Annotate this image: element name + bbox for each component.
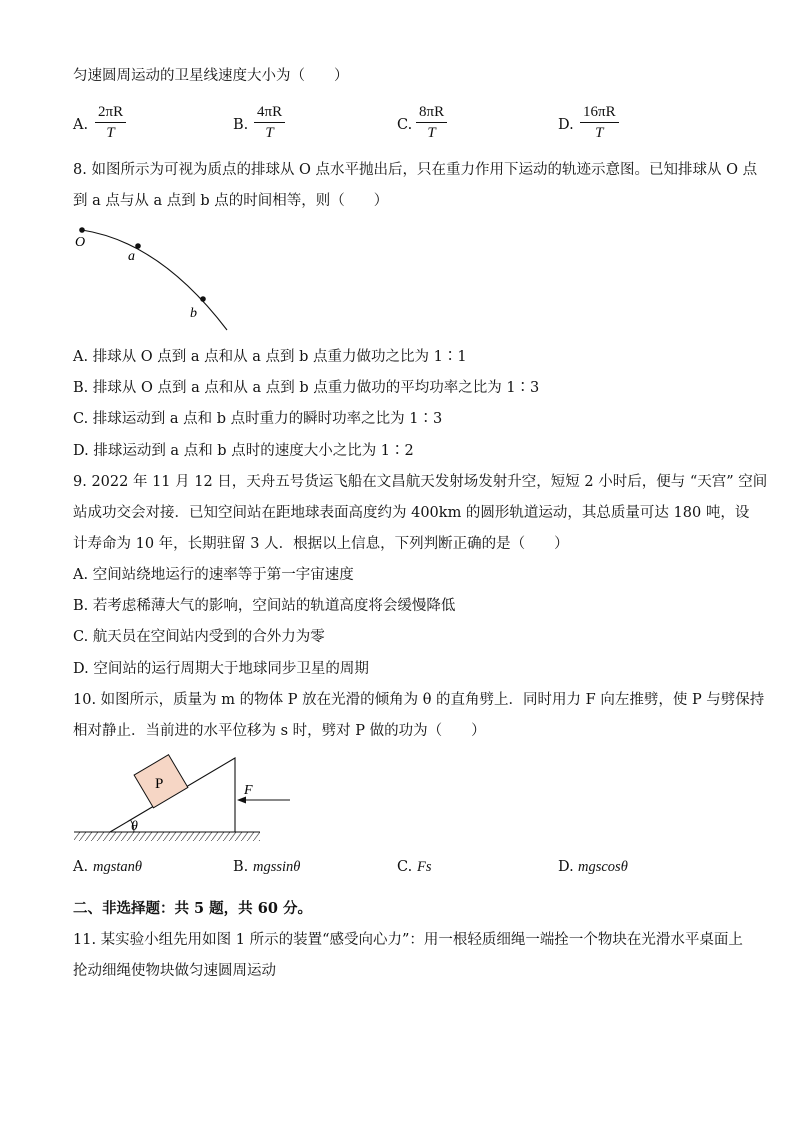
q7-option-c-numerator: 8πR bbox=[416, 103, 447, 123]
q7-option-c-denominator: T bbox=[427, 125, 436, 141]
label-theta: θ bbox=[131, 819, 138, 834]
q7-option-c-label: C. bbox=[397, 117, 413, 133]
q8-option-d[interactable]: D. 排球运动到 a 点和 b 点时的速度大小之比为 1∶2 bbox=[73, 443, 414, 459]
q10-option-c-label: C. bbox=[397, 859, 413, 875]
q8-option-a[interactable]: A. 排球从 O 点到 a 点和从 a 点到 b 点重力做功之比为 1∶1 bbox=[73, 349, 467, 365]
q7-option-a-fraction bbox=[95, 103, 126, 142]
q9-stem-line-2: 站成功交会对接．已知空间站在距地球表面高度约为 400km 的圆形轨道运动，其总质量可达 180 吨，设 bbox=[73, 505, 750, 521]
q8-option-b[interactable]: B. 排球从 O 点到 a 点和从 a 点到 b 点重力做功的平均功率之比为 1∶3 bbox=[73, 380, 540, 396]
label-a: a bbox=[128, 249, 135, 264]
q10-option-c-text: Fs bbox=[417, 859, 432, 875]
q9-option-a[interactable]: A. 空间站绕地运行的速率等于第一宇宙速度 bbox=[73, 567, 354, 583]
section-2-heading: 二、非选择题：共 5 题，共 60 分。 bbox=[73, 900, 312, 917]
label-b: b bbox=[190, 306, 197, 321]
q7-stem-tail: 匀速圆周运动的卫星线速度大小为（ ） bbox=[73, 68, 349, 84]
label-f: F bbox=[244, 783, 253, 798]
ground-hatching bbox=[74, 832, 260, 841]
trajectory-curve bbox=[82, 230, 227, 330]
q9-option-d[interactable]: D. 空间站的运行周期大于地球同步卫星的周期 bbox=[73, 661, 369, 677]
q9-stem-line-3: 计寿命为 10 年，长期驻留 3 人．根据以上信息，下列判断正确的是（ ） bbox=[73, 536, 569, 552]
q7-option-b-label: B. bbox=[233, 117, 249, 133]
point-o-dot bbox=[79, 227, 85, 233]
point-a-dot bbox=[135, 243, 141, 249]
q7-option-b-numerator: 4πR bbox=[254, 103, 285, 123]
q9-option-b[interactable]: B. 若考虑稀薄大气的影响，空间站的轨道高度将会缓慢降低 bbox=[73, 598, 456, 614]
q7-option-a-denominator: T bbox=[106, 125, 115, 141]
q9-stem-line-1: 9. 2022 年 11 月 12 日，天舟五号货运飞船在文昌航天发射场发射升空，短短 2 小时后，便与 “天宫” 空间 bbox=[73, 474, 768, 490]
q7-option-a-numerator: 2πR bbox=[95, 103, 126, 123]
q7-option-b-denominator: T bbox=[265, 125, 274, 141]
q10-option-d-text: mgscosθ bbox=[578, 859, 628, 875]
q10-stem-line-2: 相对静止．当前进的水平位移为 s 时，劈对 P 做的功为（ ） bbox=[73, 723, 486, 739]
q10-option-a-label: A. bbox=[73, 859, 89, 875]
q10-wedge-figure bbox=[68, 752, 298, 847]
q9-option-c[interactable]: C. 航天员在空间站内受到的合外力为零 bbox=[73, 629, 325, 645]
q7-option-c-fraction bbox=[416, 103, 447, 142]
q7-option-d-fraction bbox=[580, 103, 619, 142]
q11-stem-line-2: 抡动细绳使物块做匀速圆周运动 bbox=[73, 963, 276, 979]
q7-option-d-label: D. bbox=[558, 117, 574, 133]
q7-option-d-denominator: T bbox=[595, 125, 604, 141]
q10-option-b-label: B. bbox=[233, 859, 249, 875]
q8-stem-line-2: 到 a 点与从 a 点到 b 点的时间相等，则（ ） bbox=[73, 193, 389, 209]
label-p: P bbox=[155, 776, 164, 792]
q10-option-d-label: D. bbox=[558, 859, 574, 875]
q7-option-d-numerator: 16πR bbox=[580, 103, 619, 123]
q10-option-b-text: mgssinθ bbox=[253, 859, 301, 875]
point-b-dot bbox=[200, 296, 206, 302]
q8-stem-line-1: 8. 如图所示为可视为质点的排球从 O 点水平抛出后，只在重力作用下运动的轨迹示意图。已知排球从 O 点 bbox=[73, 162, 758, 178]
label-o: O bbox=[75, 235, 86, 250]
q10-stem-line-1: 10. 如图所示，质量为 m 的物体 P 放在光滑的倾角为 θ 的直角劈上．同时用力 F 向左推劈，使 P 与劈保持 bbox=[73, 692, 765, 708]
q10-option-a-text: mgstanθ bbox=[93, 859, 143, 875]
q11-stem-line-1: 11. 某实验小组先用如图 1 所示的装置“感受向心力”：用一根轻质细绳一端拴一个物块在光滑水平桌面上 bbox=[73, 932, 743, 948]
q7-option-b-fraction bbox=[254, 103, 285, 142]
q7-option-a-label: A. bbox=[73, 117, 89, 133]
q8-trajectory-figure bbox=[70, 222, 240, 334]
q8-option-c[interactable]: C. 排球运动到 a 点和 b 点时重力的瞬时功率之比为 1∶3 bbox=[73, 411, 443, 427]
